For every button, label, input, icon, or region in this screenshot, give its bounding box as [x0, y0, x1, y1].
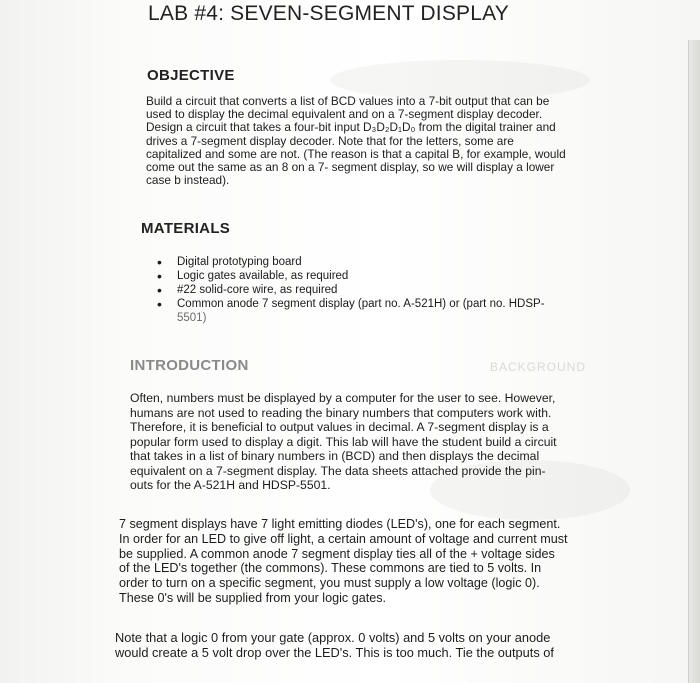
introduction-paragraph-2 — [119, 517, 629, 606]
introduction-paragraph-1 — [130, 391, 620, 493]
paragraph-line: Therefore, it is beneficial to output values in decimal. A 7-segment display is a — [130, 420, 549, 434]
paragraph-line: These 0's will be supplied from your logic gates. — [119, 590, 387, 605]
paragraph-line: outs for the A-521H and HDSP-5501. — [130, 478, 331, 492]
materials-list-item — [157, 255, 627, 269]
materials-item-text: Digital prototyping board — [177, 256, 302, 268]
paragraph-line: that takes in a list of binary numbers in (BCD) and then displays the decimal — [130, 449, 540, 463]
paragraph-line: In order for an LED to give off light, a certain amount of voltage and current must — [119, 531, 568, 546]
document-title: LAB #4: SEVEN-SEGMENT DISPLAY — [148, 2, 509, 25]
adjacent-page-edge — [688, 40, 700, 683]
objective-line: come out the same as an 8 on a 7- segment display, so we will display a lower — [146, 160, 555, 175]
paragraph-line: would create a 5 volt drop over the LED's. This is too much. Tie the outputs of — [115, 645, 554, 660]
introduction-heading: INTRODUCTION — [130, 357, 249, 374]
materials-list-item — [157, 283, 627, 297]
objective-heading: OBJECTIVE — [147, 67, 235, 84]
paragraph-line: equivalent on a 7-segment display. The data sheets attached provide the pin- — [130, 463, 546, 478]
materials-item-text: Common anode 7 segment display (part no. A-521H) or (part no. HDSP- — [177, 298, 545, 310]
paragraph-line: order to turn on a specific segment, you must supply a low voltage (logic 0). — [119, 576, 540, 591]
objective-line: capitalized and some are not. (The reason is that a capital B, for example, would — [146, 146, 566, 161]
materials-item-text: #22 solid-core wire, as required — [177, 284, 338, 296]
materials-item-text: Logic gates available, as required — [177, 270, 349, 282]
objective-line: drives a 7-segment display decoder. Note that for the letters, some are — [146, 133, 514, 148]
background-watermark: BACKGROUND — [490, 360, 587, 374]
bullet-icon: • — [157, 268, 162, 284]
materials-list — [157, 255, 627, 325]
paragraph-line: popular form used to display a digit. This lab will have the student build a circuit — [130, 434, 557, 449]
materials-list-item — [157, 297, 627, 325]
objective-line: Build a circuit that converts a list of BCD values into a 7-bit output that can be — [146, 94, 550, 108]
paragraph-line: be supplied. A common anode 7 segment display ties all of the + voltage sides — [119, 546, 555, 561]
bullet-icon: • — [157, 254, 162, 270]
paragraph-line: 7 segment displays have 7 light emitting diodes (LED's), one for each segment. — [119, 517, 561, 531]
materials-heading: MATERIALS — [141, 220, 231, 237]
materials-list-item — [157, 269, 627, 283]
bullet-icon: • — [157, 282, 162, 298]
paragraph-line: Often, numbers must be displayed by a computer for the user to see. However, — [130, 391, 556, 405]
introduction-paragraph-3 — [115, 630, 635, 660]
paragraph-line: humans are not used to reading the binary numbers that computers work with. — [130, 405, 552, 420]
objective-line: used to display the decimal equivalent and on a 7-segment display decoder. — [146, 107, 543, 122]
bullet-icon: • — [157, 296, 162, 312]
paragraph-line: of the LED's together (the commons). These commons are tied to 5 volts. In — [119, 561, 542, 576]
objective-line: Design a circuit that takes a four-bit input D₃D₂D₁D₀ from the digital trainer and — [146, 120, 556, 135]
materials-item-text-continued: 5501) — [177, 312, 207, 324]
paragraph-line: Note that a logic 0 from your gate (approx. 0 volts) and 5 volts on your anode — [115, 630, 551, 645]
objective-paragraph — [146, 95, 616, 187]
objective-line: case b instead). — [146, 173, 230, 188]
